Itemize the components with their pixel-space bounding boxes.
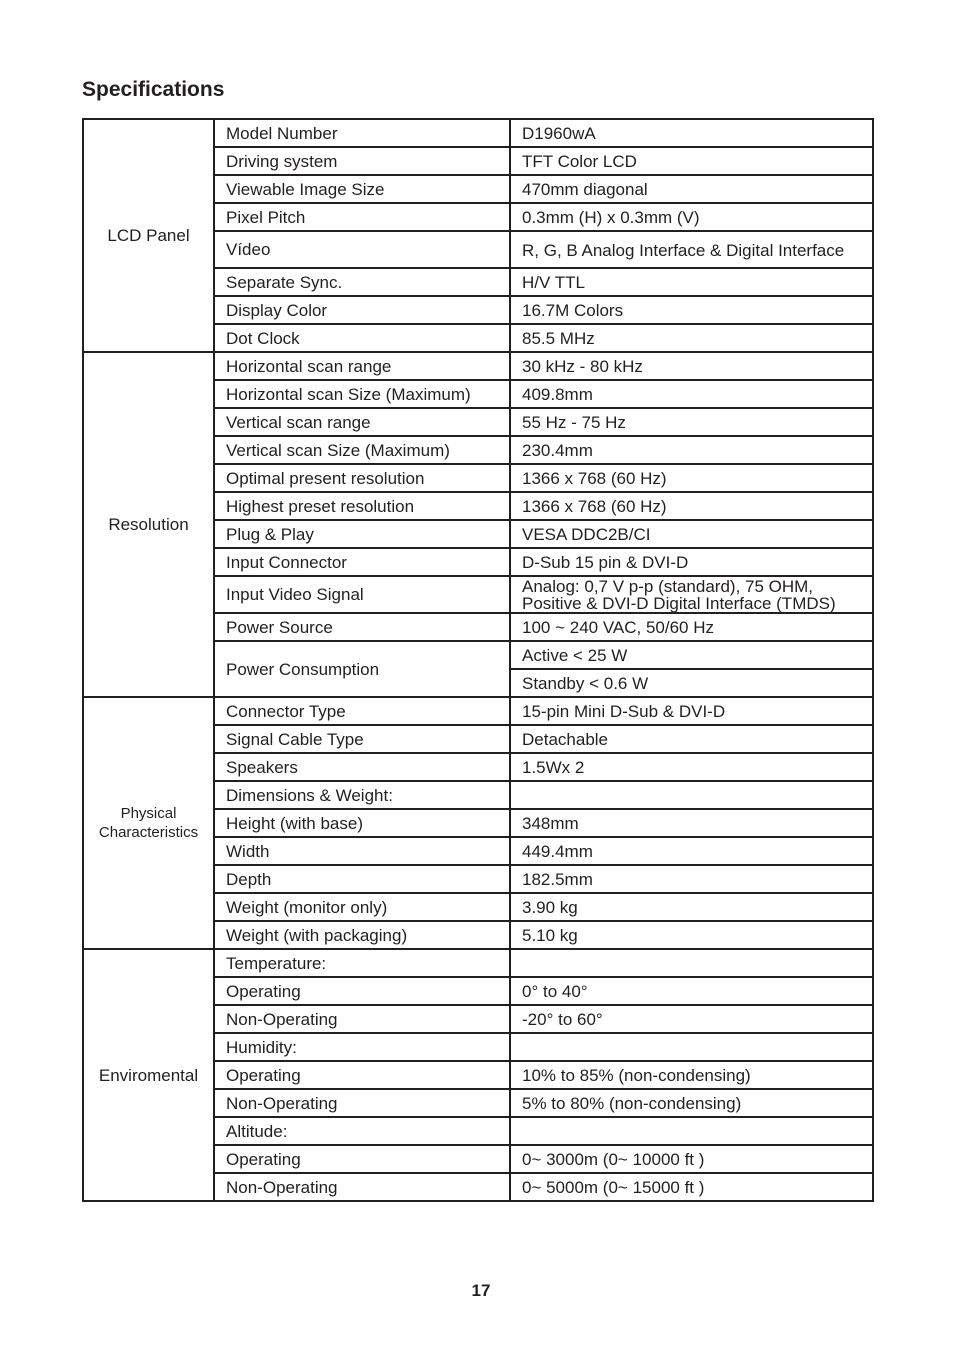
spec-label: Temperature: <box>214 949 510 977</box>
spec-value: 182.5mm <box>510 865 873 893</box>
table-row <box>83 949 873 977</box>
spec-label: Non-Operating <box>214 1173 510 1201</box>
spec-value: 10% to 85% (non-condensing) <box>510 1061 873 1089</box>
spec-label: Power Source <box>214 613 510 641</box>
spec-value <box>510 949 873 977</box>
spec-label: Operating <box>214 977 510 1005</box>
spec-value: 16.7M Colors <box>510 296 873 324</box>
spec-value: 5% to 80% (non-condensing) <box>510 1089 873 1117</box>
spec-label: Pixel Pitch <box>214 203 510 231</box>
page-title: Specifications <box>82 78 225 101</box>
spec-value: Detachable <box>510 725 873 753</box>
spec-label: Operating <box>214 1061 510 1089</box>
spec-label: Humidity: <box>214 1033 510 1061</box>
spec-label: Connector Type <box>214 697 510 725</box>
specifications-table <box>82 118 874 1202</box>
spec-label: Dimensions & Weight: <box>214 781 510 809</box>
spec-value <box>510 781 873 809</box>
spec-value: 449.4mm <box>510 837 873 865</box>
spec-value: 0~ 3000m (0~ 10000 ft ) <box>510 1145 873 1173</box>
spec-value: Standby < 0.6 W <box>510 669 873 697</box>
spec-label: Plug & Play <box>214 520 510 548</box>
spec-label: Width <box>214 837 510 865</box>
spec-label: Altitude: <box>214 1117 510 1145</box>
spec-label: Operating <box>214 1145 510 1173</box>
spec-value: 3.90 kg <box>510 893 873 921</box>
spec-value: VESA DDC2B/CI <box>510 520 873 548</box>
spec-value: D1960wA <box>510 119 873 147</box>
spec-label: Height (with base) <box>214 809 510 837</box>
table-row <box>83 119 873 147</box>
spec-value: 85.5 MHz <box>510 324 873 352</box>
spec-value: Active < 25 W <box>510 641 873 669</box>
spec-label: Viewable Image Size <box>214 175 510 203</box>
spec-value: 470mm diagonal <box>510 175 873 203</box>
spec-label: Non-Operating <box>214 1089 510 1117</box>
spec-label: Highest preset resolution <box>214 492 510 520</box>
spec-value: 100 ~ 240 VAC, 50/60 Hz <box>510 613 873 641</box>
spec-value: -20° to 60° <box>510 1005 873 1033</box>
spec-value: 5.10 kg <box>510 921 873 949</box>
spec-value: 0° to 40° <box>510 977 873 1005</box>
spec-value <box>510 1033 873 1061</box>
spec-label: Power Consumption <box>214 641 510 697</box>
spec-label: Horizontal scan range <box>214 352 510 380</box>
spec-label: Driving system <box>214 147 510 175</box>
spec-value: TFT Color LCD <box>510 147 873 175</box>
spec-label: Speakers <box>214 753 510 781</box>
spec-value: Analog: 0,7 V p-p (standard), 75 OHM, Positive & DVI-D Digital Interface (TMDS) <box>510 576 873 613</box>
spec-label: Separate Sync. <box>214 268 510 296</box>
page-number: 17 <box>471 1281 491 1300</box>
spec-value: 1366 x 768 (60 Hz) <box>510 464 873 492</box>
spec-value: 409.8mm <box>510 380 873 408</box>
spec-label: Display Color <box>214 296 510 324</box>
group-resolution: Resolution <box>83 352 214 697</box>
spec-value: H/V TTL <box>510 268 873 296</box>
spec-value: 1366 x 768 (60 Hz) <box>510 492 873 520</box>
spec-label: Non-Operating <box>214 1005 510 1033</box>
spec-value: 55 Hz - 75 Hz <box>510 408 873 436</box>
table-row <box>83 697 873 725</box>
spec-label: Depth <box>214 865 510 893</box>
spec-value: 348mm <box>510 809 873 837</box>
group-physical-characteristics: Physical Characteristics <box>83 697 214 949</box>
spec-value: 1.5Wx 2 <box>510 753 873 781</box>
spec-label: Weight (with packaging) <box>214 921 510 949</box>
spec-value: 15-pin Mini D-Sub & DVI-D <box>510 697 873 725</box>
spec-value <box>510 1117 873 1145</box>
spec-label: Input Video Signal <box>214 576 510 613</box>
spec-label: Vertical scan Size (Maximum) <box>214 436 510 464</box>
spec-value: R, G, B Analog Interface & Digital Interface <box>510 231 873 268</box>
spec-value: D-Sub 15 pin & DVI-D <box>510 548 873 576</box>
spec-label: Dot Clock <box>214 324 510 352</box>
spec-label: Signal Cable Type <box>214 725 510 753</box>
spec-label: Vídeo <box>214 231 510 268</box>
spec-label: Input Connector <box>214 548 510 576</box>
group-enviromental: Enviromental <box>83 949 214 1201</box>
spec-value: 230.4mm <box>510 436 873 464</box>
spec-label: Model Number <box>214 119 510 147</box>
spec-value: 30 kHz - 80 kHz <box>510 352 873 380</box>
spec-value: 0.3mm (H) x 0.3mm (V) <box>510 203 873 231</box>
spec-label: Weight (monitor only) <box>214 893 510 921</box>
spec-label: Optimal present resolution <box>214 464 510 492</box>
spec-label: Vertical scan range <box>214 408 510 436</box>
spec-value: 0~ 5000m (0~ 15000 ft ) <box>510 1173 873 1201</box>
group-lcd-panel: LCD Panel <box>83 119 214 352</box>
spec-label: Horizontal scan Size (Maximum) <box>214 380 510 408</box>
table-row <box>83 352 873 380</box>
